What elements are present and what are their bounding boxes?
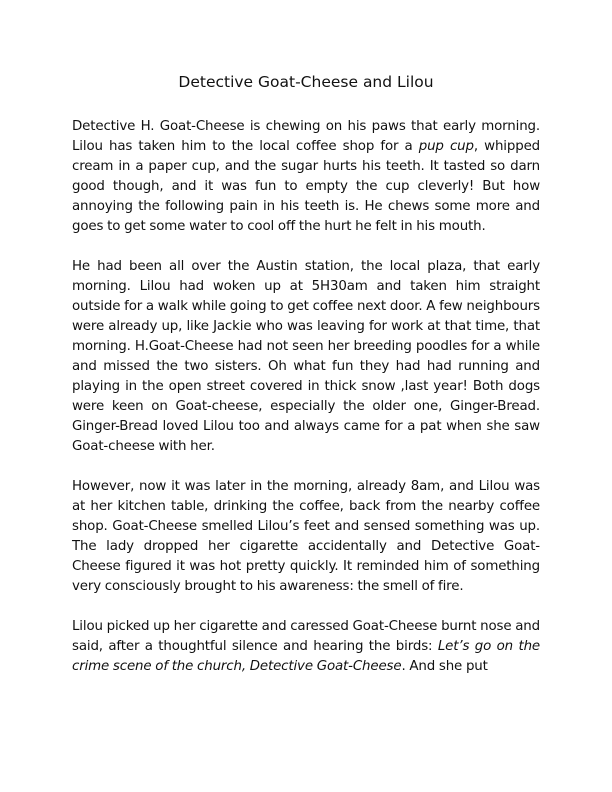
paragraph-4-text-a: Lilou picked up her cigarette and caressed Goat-Cheese burnt nose and said, after a thoughtful silence and hearing the birds:	[72, 619, 540, 654]
paragraph-3: However, now it was later in the morning, already 8am, and Lilou was at her kitchen table, drinking the coffee, back from the nearby coffee shop. Goat-Cheese smelled Lilou’s feet and sensed something was up. The lady dropped her cigarette accidentally and Detective Goat-Cheese figured it was hot pretty quickly. It reminded him of something very consciously brought to his awareness: the smell of fire.	[72, 479, 540, 594]
paragraph-4-text-c: . And she put	[401, 659, 488, 674]
paragraph-4	[72, 617, 540, 677]
paragraph-1	[72, 117, 540, 237]
paragraph-2: He had been all over the Austin station, the local plaza, that early morning. Lilou had woken up at 5H30am and taken him straight outside for a walk while going to get coffee next door. A few neighbours were already up, like Jackie who was leaving for work at that time, that morning. H.Goat-Cheese had not seen her breeding poodles for a while and missed the two sisters. Oh what fun they had had running and playing in the open street covered in thick snow ,last year! Both dogs were keen on Goat-cheese, especially the older one, Ginger-Bread. Ginger-Bread loved Lilou too and always came for a pat when she saw Goat-cheese with her.	[72, 259, 540, 454]
paragraph-1-text-a: Detective H. Goat-Cheese is chewing on his paws that early morning. Lilou has taken him to the local coffee shop for a	[72, 119, 540, 154]
page-title: Detective Goat-Cheese and Lilou	[178, 73, 434, 91]
paragraph-1-text-c: , whipped cream in a paper cup, and the sugar hurts his teeth. It tasted so darn good though, and it was fun to empty the cup cleverly! But how annoying the following pain in his teeth is. He chews some more and goes to get some water to cool off the hurt he felt in his mouth.	[72, 139, 541, 234]
paragraph-1-italic: pup cup	[418, 139, 474, 154]
body-text	[72, 117, 540, 697]
paragraph-4-italic: Let’s go on the crime scene of the church, Detective Goat-Cheese	[72, 639, 541, 674]
